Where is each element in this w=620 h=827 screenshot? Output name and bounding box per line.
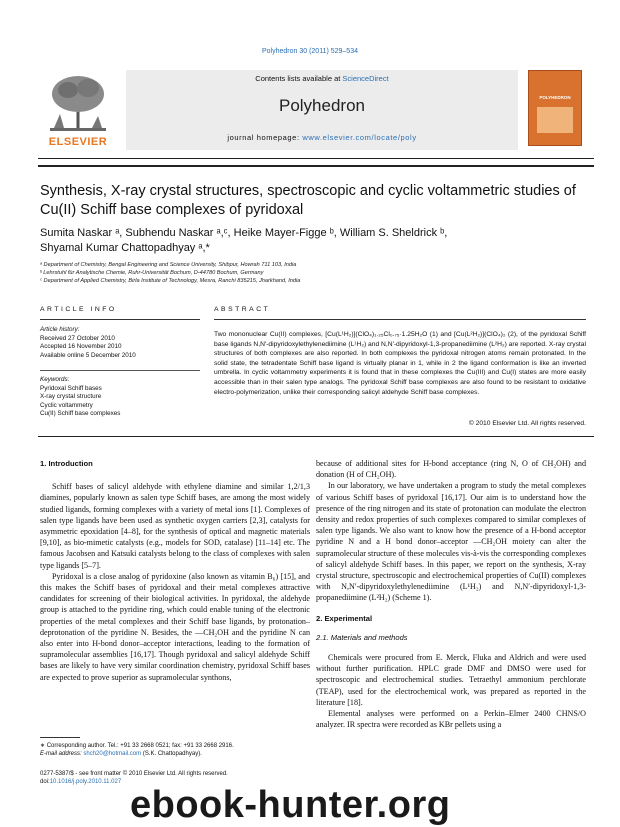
left-column	[40, 458, 310, 683]
right-paragraph-3: Chemicals were procured from E. Merck, Fluka and Aldrich and were used without further purification. HPLC grade DMF and DMSO were used for spectroscopic and electrochemical studies. Tetraethyl ammonium perchlorate (TEAP), used for the electrochemical work, was prepared as reported in the literature [18].	[316, 653, 586, 707]
homepage-link[interactable]: www.elsevier.com/locate/poly	[302, 133, 417, 142]
email-line	[40, 750, 320, 758]
doi-label: doi:	[40, 779, 50, 785]
elsevier-tree-logo	[40, 70, 116, 144]
email-suffix: (S.K. Chattopadhyay).	[141, 751, 202, 757]
keywords-block	[40, 376, 200, 419]
right-paragraph-2: In our laboratory, we have undertaken a program to study the metal complexes of various Schiff bases of pyridoxal [16,17]. Our aim is to understand how the presence of the ring nitrogen and its state of protonation can modulate the electron density and redox properties of such complexes compared to similar complexes of salen type ligands. We also want to know how the presence of a H-bond acceptor pyridine N and a H bond donor–acceptor —CH₂OH moiety can alter the supramolecular structure of these molecules vis-à-vis the corresponding complexes of salicyl aldehyde Schiff bases. In this paper, we report on the synthesis, X-ray crystal structure, spectroscopic and electrochemical properties of Cu(II) complexes with N,N′-dipyridoxylethylenediimine (L¹H₂) and N,N′-dipyridoxyl-1,3-propanediimine (L²H₂) (Scheme 1).	[316, 481, 586, 603]
abstract-bottom-rule	[38, 436, 594, 437]
affiliation-b: ᵇ Lehrstuhl für Analytische Chemie, Ruhr-Universität Bochum, D-44780 Bochum, Germany	[40, 270, 264, 276]
history-online: Available online 5 December 2010	[40, 351, 136, 359]
history-received: Received 27 October 2010	[40, 334, 115, 342]
section-heading-introduction: 1. Introduction	[40, 459, 93, 468]
subsection-heading-materials: 2.1. Materials and methods	[316, 632, 408, 642]
author-list	[40, 226, 580, 256]
email-link[interactable]: shch20@hotmail.com	[83, 751, 142, 757]
footnote-rule	[40, 737, 80, 738]
abstract-heading: ABSTRACT	[214, 306, 271, 313]
cover-title: POLYHEDRON	[539, 95, 571, 100]
journal-reference[interactable]: Polyhedron 30 (2011) 529–534	[261, 48, 358, 55]
contents-line	[126, 74, 518, 83]
cover-graphic	[537, 107, 573, 133]
article-history	[40, 326, 200, 360]
article-info-rule	[40, 319, 200, 320]
abstract-copyright: © 2010 Elsevier Ltd. All rights reserved.	[468, 420, 586, 427]
right-paragraph-1: because of additional sites for H-bond acceptance (ring N, O of CH₂OH) and donation (H of CH₂OH).	[316, 459, 586, 480]
email-label: E-mail address:	[40, 751, 84, 757]
section-heading-experimental: 2. Experimental	[316, 613, 373, 623]
article-title: Synthesis, X-ray crystal structures, spectroscopic and cyclic voltammetric studies of Cu(II) Schiff base complexes of pyridoxal	[40, 183, 576, 218]
watermark-text: ebook-hunter.org	[130, 784, 451, 826]
footnote	[40, 742, 320, 758]
authors-line-2: Shyamal Kumar Chattopadhyay ᵃ,*	[40, 242, 210, 254]
keyword-item: Cu(II) Schiff base complexes	[40, 410, 121, 418]
history-label: Article history:	[40, 326, 80, 333]
abstract-text: Two mononuclear Cu(II) complexes, [Cu(L¹H₂)](ClO₄)₁.₂₅Cl₀.₇₅·1.25H₂O (1) and [Cu(L²H₂)](ClO₄)₂ (2), of the pyridoxal Schiff base ligands N,N′-dipyridoxylethylenediimine (L¹H₂) and N,N′-dipyridoxyl-1,3-propanediimine (L²H₂) are reported. X-ray crystal structures of both complexes are also reported. In both complexes the pyridoxal nitrogen atoms remain protonated. In the solid state, the tetradentate Schiff base ligand is virtually planar in 1, while in 2 the ligand conformation is like an inverted umbrella. In cyclic voltammetry experiments it is found that in these complexes the Cu(III) and Cu(I) states are more easily accessible than in their salen type analogs. The pyridoxal Schiff base complexes are also found to be resistant to oxidative electro-polymerization, unlike their corresponding salicyl aldehyde Schiff base complexes.	[214, 331, 586, 396]
affiliation-a: ᵃ Department of Chemistry, Bengal Engineering and Science University, Shibpur, Howrah 711 103, India	[40, 262, 297, 268]
keyword-item: Cyclic voltammetry	[40, 401, 93, 409]
header-divider	[38, 158, 594, 159]
sciencedirect-link[interactable]: ScienceDirect	[342, 74, 389, 83]
keywords-label: Keywords:	[40, 376, 70, 383]
authors-line-1: Sumita Naskar ᵃ, Subhendu Naskar ᵃ,ᶜ, Heike Mayer-Figge ᵇ, William S. Sheldrick ᵇ,	[40, 227, 448, 239]
history-accepted: Accepted 16 November 2010	[40, 343, 122, 351]
right-paragraph-4: Elemental analyses were performed on a Perkin–Elmer 2400 CHNS/O analyzer. IR spectra were recorded as KBr pellets using a	[316, 709, 586, 730]
keyword-item: X-ray crystal structure	[40, 393, 102, 401]
issn-line: 0277-5387/$ - see front matter © 2010 Elsevier Ltd. All rights reserved.	[40, 771, 228, 777]
header-divider-thick	[38, 165, 594, 167]
abstract-rule	[214, 319, 586, 320]
publisher-logo-text: ELSEVIER	[48, 136, 108, 148]
contents-prefix: Contents lists available at	[255, 74, 343, 83]
journal-homepage	[126, 133, 518, 142]
keyword-item: Pyridoxal Schiff bases	[40, 384, 102, 392]
affiliation-c: ᶜ Department of Applied Chemistry, Birla Institute of Technology, Mesra, Ranchi 835215, Jharkhand, India	[40, 278, 301, 284]
doi-link[interactable]: 10.1016/j.poly.2010.11.027	[49, 779, 122, 785]
keywords-rule	[40, 370, 200, 371]
journal-title: Polyhedron	[278, 96, 365, 115]
intro-paragraph-2: Pyridoxal is a close analog of pyridoxine (also known as vitamin B₆) [15], and this makes the Schiff bases of pyridoxal and their metal complexes attractive candidates for screening of their biological activities. In pyridoxal, the aldehyde group is attached to the pyridine ring, which could enable tuning of the electronic properties of the metal complexes and their Schiff base ligands, by protonation–deprotonation of the pyridine N. Besides, the —CH₂OH and the pyridine N can also enter into H-bond donor–acceptor interactions, leading to the formation of supramolecular assemblies [16,17]. Though pyridoxal and salicyl aldehyde Schiff bases are likely to have very similar coordination chemistry, pyridoxal Schiff bases are expected to prove superior as supramolecular synthons,	[40, 571, 310, 682]
journal-cover-image	[528, 70, 582, 146]
intro-paragraph-1: Schiff bases of salicyl aldehyde with ethylene diamine and similar 1,2/1,3 diamines, popularly known as salen type Schiff bases, are among the most widely studied ligands, forming complexes with a variety of metal ions [1]. Complexes of salen type ligands have been used as synthetic oxygen carriers [2,3], catalysts for asymmetric epoxidation [4–8], for the synthesis of optical and magnetic materials [9,10], as bio-mimetic catalysts (e.g., models for SOD, catalase) [11–14] etc. The famous Jacobsen and Katsuki catalysts belong to the class of complexes with salen type ligands [5–7].	[40, 482, 310, 570]
homepage-prefix: journal homepage:	[227, 133, 303, 142]
right-column	[316, 458, 586, 730]
article-info-heading: ARTICLE INFO	[40, 306, 117, 313]
corresponding-author-note: ∗ Corresponding author. Tel.: +91 33 2668 0521; fax: +91 33 2668 2916.	[40, 743, 234, 749]
